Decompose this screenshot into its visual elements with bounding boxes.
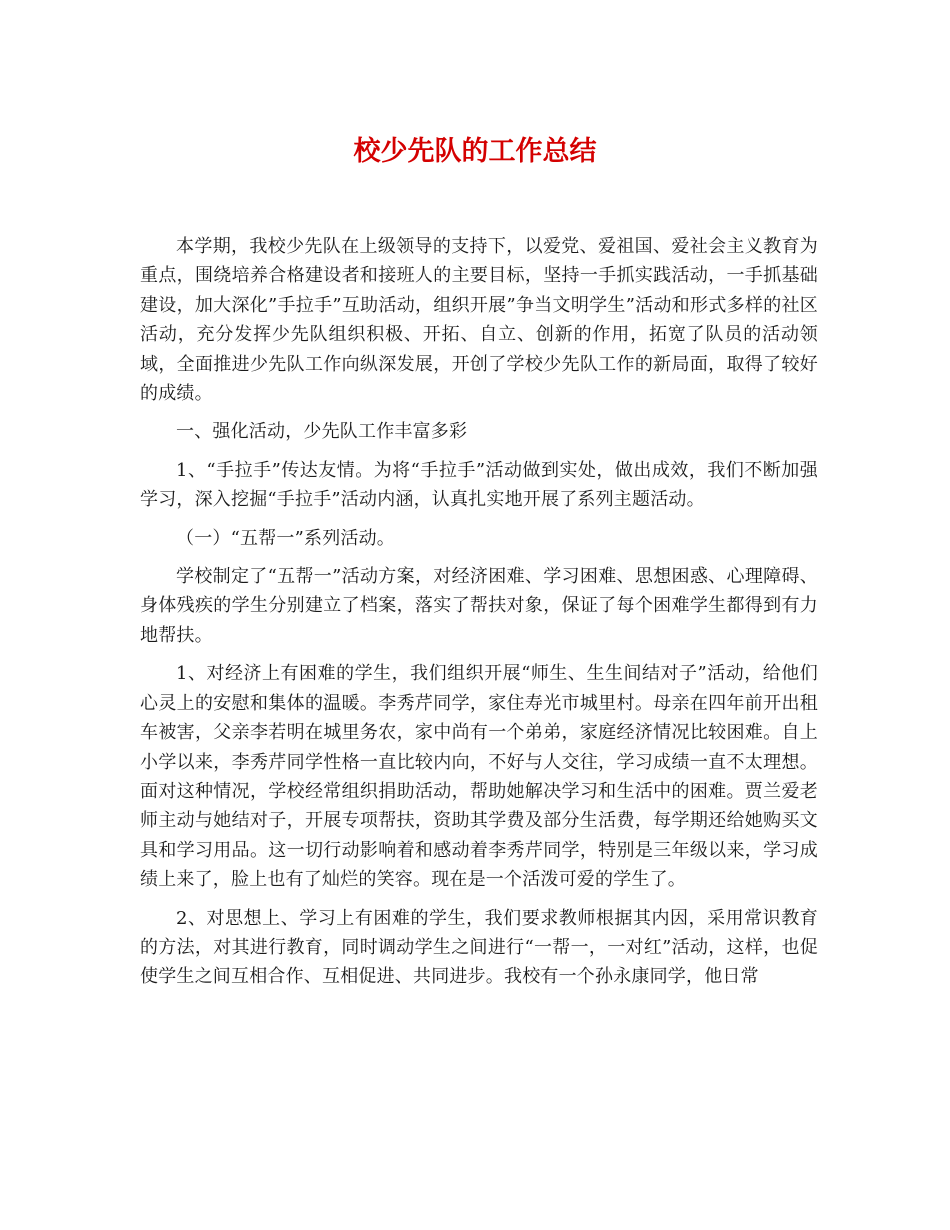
paragraph-five-help-one: 学校制定了“五帮一”活动方案，对经济困难、学习困难、思想困惑、心理障碍、身体残疾的学生分别建立了档案，落实了帮扶对象，保证了每个困难学生都得到有力地帮扶。 bbox=[140, 566, 818, 646]
paragraph-study-help: 2、对思想上、学习上有困难的学生，我们要求教师根据其内因，采用常识教育的方法，对其进行教育，同时调动学生之间进行“一帮一，一对红”活动，这样，也促使学生之间互相合作、互相促进、共同进步。我校有一个孙永康同学，他日常 bbox=[140, 907, 818, 988]
document-body bbox=[140, 232, 818, 1001]
subsection-heading: （一）“五帮一”系列活动。 bbox=[176, 527, 396, 549]
paragraph-hand-in-hand: 1、“手拉手”传达友情。为将“手拉手”活动做到实处，做出成效，我们不断加强学习，深入挖掘“手拉手”活动内涵，认真扎实地开展了系列主题活动。 bbox=[140, 459, 818, 511]
paragraph-economic-help: 1、对经济上有困难的学生，我们组织开展“师生、生生间结对子”活动，给他们心灵上的安慰和集体的温暖。李秀芹同学，家住寿光市城里村。母亲在四年前开出租车被害，父亲李若明在城里务农，家中尚有一个弟弟，家庭经济情况比较困难。自上小学以来，李秀芹同学性格一直比较内向，不好与人交往，学习成绩一直不太理想。面对这种情况，学校经常组织捐助活动，帮助她解决学习和生活中的困难。贾兰爱老师主动与她结对子，开展专项帮扶，资助其学费及部分生活费，每学期还给她购买文具和学习用品。这一切行动影响着和感动着李秀芹同学，特别是三年级以来，学习成绩上来了，脸上也有了灿烂的笑容。现在是一个活泼可爱的学生了。 bbox=[140, 663, 818, 891]
document-title: 校少先队的工作总结 bbox=[353, 136, 597, 167]
section-heading: 一、强化活动，少先队工作丰富多彩 bbox=[176, 421, 468, 443]
paragraph-intro: 本学期，我校少先队在上级领导的支持下，以爱党、爱祖国、爱社会主义教育为重点，围绕培养合格建设者和接班人的主要目标，坚持一手抓实践活动，一手抓基础建设，加大深化”手拉手”互助活动，组织开展”争当文明学生”活动和形式多样的社区活动，充分发挥少先队组织积极、开拓、自立、创新的作用，拓宽了队员的活动领域，全面推进少先队工作向纵深发展，开创了学校少先队工作的新局面，取得了较好的成绩。 bbox=[140, 236, 818, 405]
